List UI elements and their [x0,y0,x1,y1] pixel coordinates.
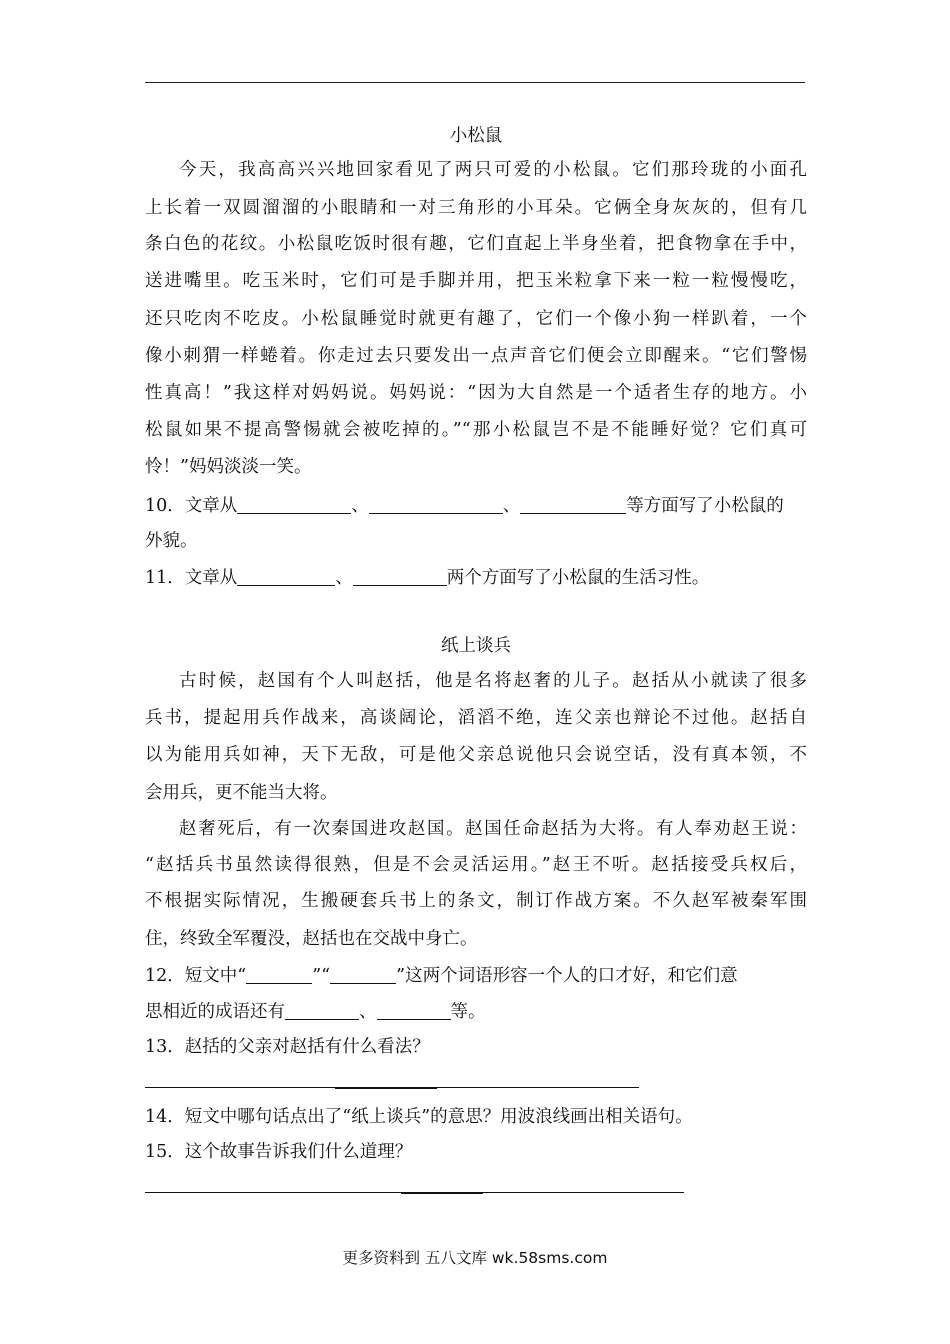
answer-line[interactable] [145,1192,684,1193]
question-10-cont: 外貌。 [145,531,198,551]
passage-line: 上长着一双圆溜溜的小眼睛和一对三角形的小耳朵。它俩全身灰灰的，但有几 [145,198,807,218]
answer-blank[interactable] [353,568,447,586]
passage-line: 性真高！”我这样对妈妈说。妈妈说：“因为大自然是一个适者生存的地方。小 [145,383,807,403]
passage-line: 会用兵，更不能当大将。 [145,783,338,803]
question-text: 两个方面写了小松鼠的生活习性。 [446,568,710,588]
answer-blank[interactable] [237,568,335,586]
header-rule [145,82,805,83]
question-13: 13．赵括的父亲对赵括有什么看法？ [145,1037,430,1057]
question-11 [145,568,807,588]
question-text: 等方面写了小松鼠的 [626,496,784,516]
separator: 、 [502,496,521,516]
question-text: 思相近的成语还有 [145,1002,285,1022]
passage-title: 小松鼠 [449,126,503,146]
answer-blank[interactable] [520,496,626,514]
answer-blank[interactable] [285,1002,359,1020]
passage-title: 纸上谈兵 [441,636,511,656]
separator: 、 [351,496,369,516]
passage-line: 不根据实际情况，生搬硬套兵书上的条文，制订作战方案。不久赵军被秦军围 [145,891,807,911]
answer-blank[interactable] [246,966,312,984]
question-12 [145,966,807,986]
passage-line: 怜！”妈妈淡淡一笑。 [145,457,312,477]
footer-watermark: 更多资料到 五八文库 wk.58sms.com [342,1249,608,1267]
answer-blank[interactable] [377,1002,451,1020]
passage-line: 送进嘴里。吃玉米时，它们可是手脚并用，把玉米粒拿下来一粒一粒慢慢吃， [145,271,807,291]
passage-line: 以为能用兵如神，天下无敌，可是他父亲总说他只会说空话，没有真本领，不 [145,745,807,765]
question-14: 14．短文中哪句话点出了“纸上谈兵”的意思？用波浪线画出相关语句。 [145,1107,693,1127]
answer-line[interactable] [145,1087,639,1088]
question-12-cont [145,1002,807,1022]
answer-blank[interactable] [369,496,503,514]
separator: 、 [335,568,353,588]
question-15: 15．这个故事告诉我们什么道理？ [145,1142,413,1162]
passage-line: 还只吃肉不吃皮。小松鼠睡觉时就更有趣了，它们一个像小狗一样趴着，一个 [145,309,807,329]
passage-line: 今天，我高高兴兴地回家看见了两只可爱的小松鼠。它们那玲珑的小面孔 [179,160,807,180]
passage-line: 松鼠如果不提高警惕就会被吃掉的。”“那小松鼠岂不是不能睡好觉？它们真可 [145,420,807,440]
passage-line: 条白色的花纹。小松鼠吃饭时很有趣，它们直起上半身坐着，把食物拿在手中， [145,234,807,254]
passage-line: 古时候，赵国有个人叫赵括，他是名将赵奢的儿子。赵括从小就读了很多 [179,671,807,691]
passage-line: 兵书，提起用兵作战来，高谈阔论，滔滔不绝，连父亲也辩论不过他。赵括自 [145,708,807,728]
question-10 [145,496,807,516]
question-text: 11．文章从 [145,568,238,588]
question-text: 等。 [450,1002,486,1022]
passage-line: 像小刺猬一样蜷着。你走过去只要发出一点声音它们便会立即醒来。“它们警惕 [145,346,807,366]
question-text: 12．短文中“ [145,966,247,986]
separator: ”“ [312,966,331,986]
question-text: ”这两个词语形容一个人的口才好，和它们意 [396,966,738,986]
question-text: 10．文章从 [145,496,238,516]
answer-blank[interactable] [330,966,396,984]
passage-line: 赵奢死后，有一次秦国进攻赵国。赵国任命赵括为大将。有人奉劝赵王说： [179,819,807,839]
answer-blank[interactable] [237,496,351,514]
separator: 、 [359,1002,377,1022]
passage-line: “赵括兵书虽然读得很熟，但是不会灵活运用。”赵王不听。赵括接受兵权后， [145,855,807,875]
passage-line: 住，终致全军覆没，赵括也在交战中身亡。 [145,929,478,949]
